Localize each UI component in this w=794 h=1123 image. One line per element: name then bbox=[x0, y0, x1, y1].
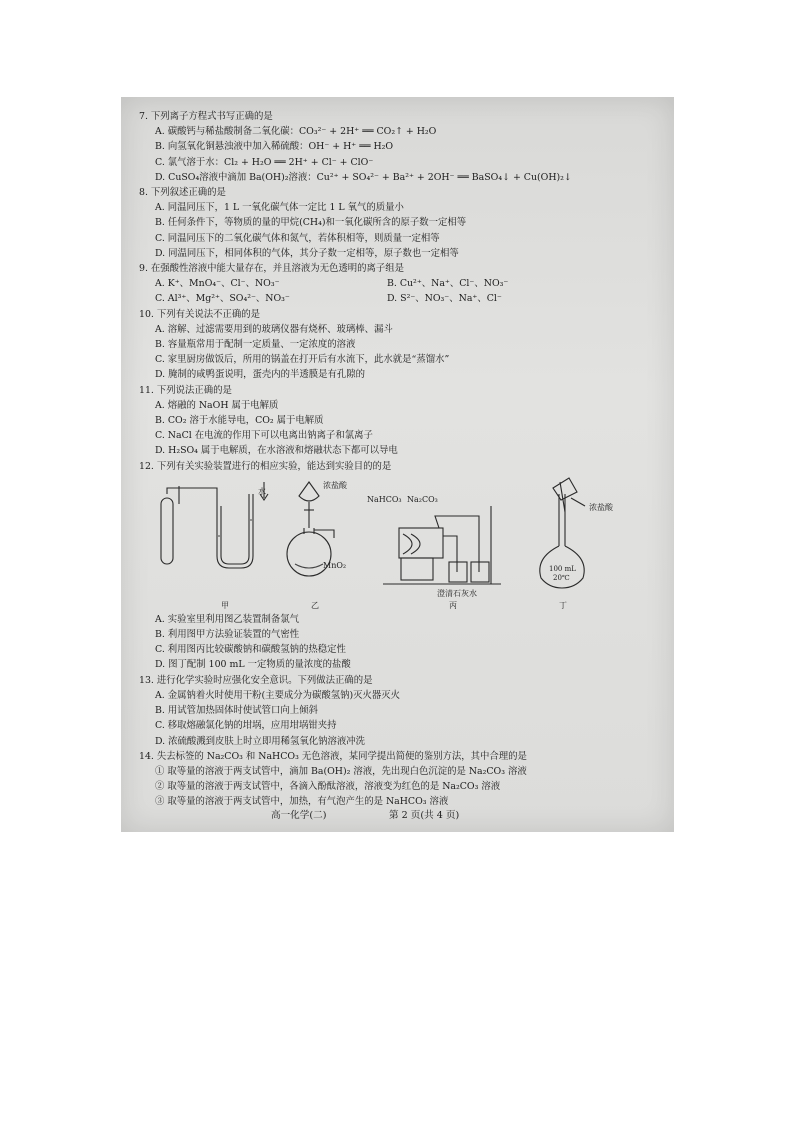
statement-1: ① 取等量的溶液于两支试管中，滴加 Ba(OH)₂ 溶液，先出现白色沉淀的是 Na₂CO₃ 溶液 bbox=[155, 765, 527, 777]
question-7 bbox=[139, 109, 659, 185]
separatory-funnel bbox=[299, 482, 319, 501]
glass-rod bbox=[560, 482, 565, 512]
option-c: C. 利用图丙比较碳酸钠和碳酸氢钠的热稳定性 bbox=[155, 644, 346, 656]
question-stem: 12. 下列有关实验装置进行的相应实验，能达到实验目的的是 bbox=[139, 460, 392, 472]
option-d: D. 图丁配制 100 mL 一定物质的量浓度的盐酸 bbox=[155, 659, 351, 671]
u-tube bbox=[217, 494, 253, 568]
option-a: A. 实验室里利用图乙装置制备氯气 bbox=[155, 613, 299, 625]
label-mno2: MnO₂ bbox=[323, 560, 347, 570]
question-13 bbox=[139, 673, 659, 749]
delivery-tube bbox=[167, 488, 217, 506]
option-b: B. CO₂ 溶于水能导电，CO₂ 属于电解质 bbox=[155, 415, 324, 427]
test-tube bbox=[161, 498, 173, 564]
option-b: B. Cu²⁺、Na⁺、Cl⁻、NO₃⁻ bbox=[387, 278, 509, 290]
label-flask-volume: 100 mL bbox=[549, 564, 576, 573]
option-b: B. 容量瓶常用于配制一定质量、一定浓度的溶液 bbox=[155, 339, 356, 351]
page-content bbox=[139, 109, 659, 810]
option-b: B. 任何条件下，等物质的量的甲烷(CH₄)和一氧化碳所含的原子数一定相等 bbox=[155, 217, 467, 229]
question-stem: 13. 进行化学实验时应强化安全意识。下列做法正确的是 bbox=[139, 674, 373, 686]
label-na2co3: Na₂CO₃ bbox=[407, 494, 438, 504]
option-b: B. 利用图甲方法验证装置的气密性 bbox=[155, 629, 300, 641]
statement-3: ③ 取等量的溶液于两支试管中，加热，有气泡产生的是 NaHCO₃ 溶液 bbox=[155, 796, 449, 808]
question-9 bbox=[139, 261, 659, 307]
option-b: B. 向氢氧化铜悬浊液中加入稀硫酸：OH⁻ + H⁺ ══ H₂O bbox=[155, 141, 394, 153]
option-a: A. K⁺、MnO₄⁻、Cl⁻、NO₃⁻ bbox=[155, 278, 280, 290]
option-a: A. 金属钠着火时使用干粉(主要成分为碳酸氢钠)灭火器灭火 bbox=[155, 689, 401, 701]
option-c: C. 家里厨房做饭后，所用的锅盖在打开后有水流下，此水就是“蒸馏水” bbox=[155, 354, 450, 366]
option-a: A. 熔融的 NaOH 属于电解质 bbox=[155, 399, 279, 411]
footer-subject: 高一化学(二) bbox=[271, 810, 327, 821]
question-stem: 9. 在强酸性溶液中能大量存在，并且溶液为无色透明的离子组是 bbox=[139, 263, 405, 275]
label-limewater: 澄清石灰水 bbox=[437, 588, 477, 598]
option-c: C. 同温同压下的二氧化碳气体和氮气，若体积相等，则质量一定相等 bbox=[155, 232, 440, 244]
option-c: C. NaCl 在电流的作用下可以电离出钠离子和氯离子 bbox=[155, 430, 373, 442]
question-stem: 8. 下列叙述正确的是 bbox=[139, 187, 226, 199]
beaker-right bbox=[471, 562, 489, 582]
option-row bbox=[155, 291, 659, 306]
question-11 bbox=[139, 383, 659, 459]
photographed-page bbox=[121, 97, 674, 832]
option-a: A. 溶解、过滤需要用到的玻璃仪器有烧杯、玻璃棒、漏斗 bbox=[155, 323, 393, 335]
option-c: C. 移取熔融氯化钠的坩埚，应用坩埚钳夹持 bbox=[155, 720, 337, 732]
label-conc-hcl: 浓盐酸 bbox=[323, 480, 347, 490]
figure-captions bbox=[139, 598, 659, 612]
outer-tube bbox=[399, 528, 443, 558]
alcohol-lamp bbox=[401, 558, 433, 580]
beaker-left bbox=[449, 562, 467, 582]
option-b: B. 用试管加热固体时使试管口向上倾斜 bbox=[155, 705, 318, 717]
option-d: D. 浓硫酸溅到皮肤上时立即用稀氢氧化钠溶液冲洗 bbox=[155, 735, 366, 747]
question-10 bbox=[139, 307, 659, 383]
option-d: D. CuSO₄溶液中滴加 Ba(OH)₂溶液：Cu²⁺ + SO₄²⁻ + Ba²⁺ + 2OH⁻ ══ BaSO₄↓ + Cu(OH)₂↓ bbox=[155, 171, 572, 183]
question-stem: 14. 失去标签的 Na₂CO₃ 和 NaHCO₃ 无色溶液，某同学提出简便的鉴别方法，其中合理的是 bbox=[139, 750, 527, 762]
label-water: 水 bbox=[258, 486, 266, 496]
question-8 bbox=[139, 185, 659, 261]
apparatus-a bbox=[161, 482, 268, 568]
option-c: C. 氯气溶于水：Cl₂ + H₂O ══ 2H⁺ + Cl⁻ + ClO⁻ bbox=[155, 156, 374, 168]
option-d: D. 同温同压下，相同体积的气体，其分子数一定相等，原子数也一定相等 bbox=[155, 247, 459, 259]
apparatus-c bbox=[383, 506, 501, 584]
question-stem: 7. 下列离子方程式书写正确的是 bbox=[139, 111, 273, 122]
option-row bbox=[155, 276, 659, 291]
caption-a: 甲 bbox=[221, 600, 229, 610]
question-stem: 10. 下列有关说法不正确的是 bbox=[139, 308, 261, 320]
question-12 bbox=[139, 459, 659, 673]
label-flask-temp: 20℃ bbox=[553, 573, 570, 582]
option-a: A. 碳酸钙与稀盐酸制备二氧化碳：CO₃²⁻ + 2H⁺ ══ CO₂↑ + H₂O bbox=[155, 126, 437, 138]
option-a: A. 同温同压下，1 L 一氧化碳气体一定比 1 L 氧气的质量小 bbox=[155, 202, 404, 214]
option-d: D. 腌制的咸鸭蛋说明，蛋壳内的半透膜是有孔隙的 bbox=[155, 369, 366, 381]
question-14 bbox=[139, 749, 659, 810]
option-d: D. H₂SO₄ 属于电解质，在水溶液和熔融状态下都可以导电 bbox=[155, 445, 398, 457]
option-d: D. S²⁻、NO₃⁻、Na⁺、Cl⁻ bbox=[387, 293, 502, 305]
label-nahco3: NaHCO₃ bbox=[367, 494, 402, 504]
caption-c: 丙 bbox=[449, 600, 457, 610]
caption-b: 乙 bbox=[311, 600, 319, 610]
question-stem: 11. 下列说法正确的是 bbox=[139, 384, 232, 396]
apparatus-figure bbox=[139, 476, 659, 598]
footer-page-number: 第 2 页(共 4 页) bbox=[389, 810, 460, 821]
option-c: C. Al³⁺、Mg²⁺、SO₄²⁻、NO₃⁻ bbox=[155, 293, 290, 305]
caption-d: 丁 bbox=[559, 600, 567, 610]
statement-2: ② 取等量的溶液于两支试管中，各滴入酚酞溶液，溶液变为红色的是 Na₂CO₃ 溶液 bbox=[155, 781, 501, 793]
label-conc-hcl-2: 浓盐酸 bbox=[589, 502, 613, 512]
